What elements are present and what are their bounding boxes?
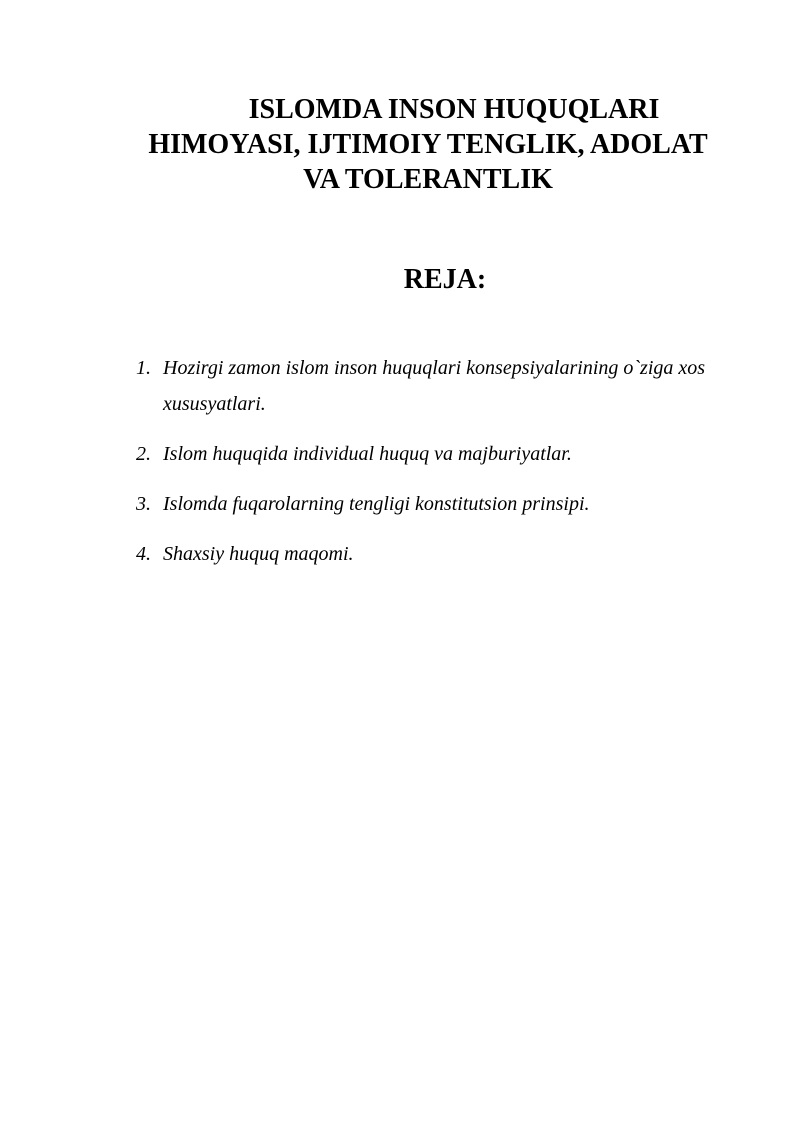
plan-item-3 — [136, 486, 726, 522]
plan-item-text: Hozirgi zamon islom inson huquqlari konsepsiyalarining o`ziga xos xususyatlari. — [163, 357, 706, 415]
plan-list — [136, 350, 726, 586]
plan-item-2 — [136, 436, 726, 472]
title-line-1: ISLOMDA INSON HUQUQLARI — [248, 94, 660, 125]
plan-item-text: Islomda fuqarolarning tengligi konstitutsion prinsipi. — [163, 493, 590, 515]
plan-item-text: Shaxsiy huquq maqomi. — [163, 543, 354, 565]
plan-item-number: 3. — [136, 493, 151, 515]
plan-item-4 — [136, 536, 726, 572]
plan-heading: REJA: — [403, 264, 487, 295]
title-line-3: VA TOLERANTLIK — [303, 164, 553, 195]
plan-item-number: 1. — [136, 357, 151, 379]
plan-item-number: 4. — [136, 543, 151, 565]
plan-item-text: Islom huquqida individual huquq va majburiyatlar. — [163, 443, 572, 465]
title-line-2: HIMOYASI, IJTIMOIY TENGLIK, ADOLAT — [148, 129, 708, 160]
plan-item-number: 2. — [136, 443, 151, 465]
document-title — [100, 92, 756, 197]
plan-item-1 — [136, 350, 726, 422]
